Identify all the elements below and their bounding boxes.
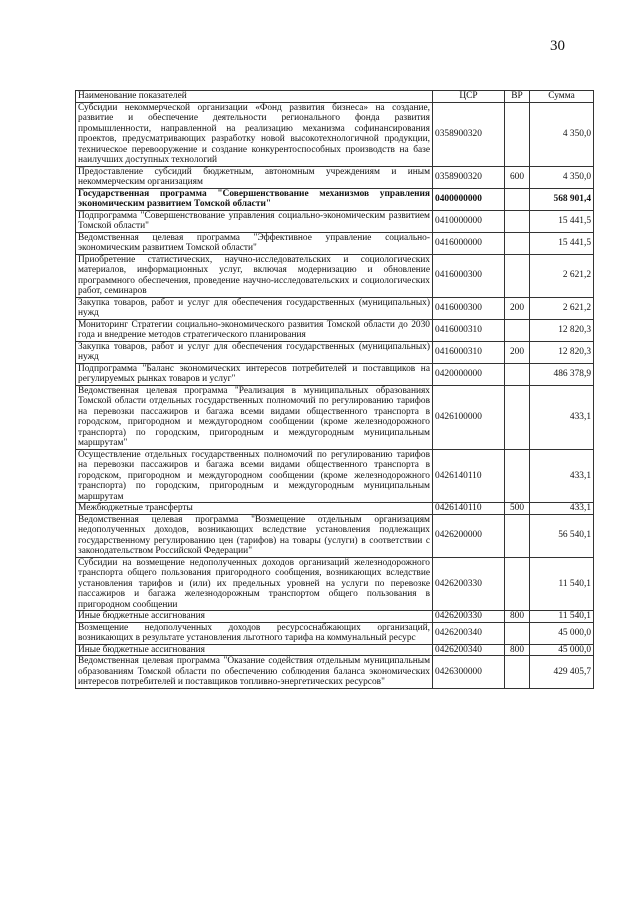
cell-name: Ведомственная целевая программа "Оказание содействия отдельным муниципальным образованиям Томской области по обеспечению соблюдения баланса экономических интересов потребителей и поставщиков топливно-энергетических ресурсов"	[76, 656, 433, 689]
cell-vr	[505, 319, 530, 341]
cell-name: Подпрограмма "Баланс экономических интересов потребителей и поставщиков на регулируемых рынках товаров и услуг"	[76, 363, 433, 385]
cell-sum: 2 621,2	[530, 297, 594, 319]
cell-sum: 45 000,0	[530, 622, 594, 644]
table-row	[76, 254, 594, 297]
cell-csr: 0410000000	[433, 210, 505, 232]
cell-name: Возмещение недополученных доходов ресурсоснабжающих организаций, возникающих в результате установления льготного тарифа на коммунальный ресурс	[76, 622, 433, 644]
cell-sum: 4 350,0	[530, 102, 594, 166]
cell-sum: 15 441,5	[530, 232, 594, 254]
cell-sum: 56 540,1	[530, 514, 594, 557]
cell-vr	[505, 656, 530, 689]
cell-csr: 0426200340	[433, 622, 505, 644]
table-row	[76, 644, 594, 656]
table-row	[76, 319, 594, 341]
table-row	[76, 102, 594, 166]
header-csr: ЦСР	[433, 91, 505, 103]
table-row	[76, 232, 594, 254]
cell-sum: 433,1	[530, 385, 594, 449]
cell-csr: 0416000310	[433, 341, 505, 363]
table-row	[76, 622, 594, 644]
cell-sum: 433,1	[530, 503, 594, 515]
cell-sum: 433,1	[530, 449, 594, 503]
cell-sum: 11 540,1	[530, 557, 594, 611]
cell-vr	[505, 514, 530, 557]
cell-name: Межбюджетные трансферты	[76, 503, 433, 515]
cell-vr: 500	[505, 503, 530, 515]
cell-name: Иные бюджетные ассигнования	[76, 611, 433, 623]
table-row	[76, 341, 594, 363]
cell-csr: 0420000000	[433, 363, 505, 385]
cell-name: Ведомственная целевая программа "Эффективное управление социально-экономическим развитием Томской области"	[76, 232, 433, 254]
cell-csr: 0400000000	[433, 188, 505, 210]
table-row	[76, 210, 594, 232]
cell-name: Приобретение статистических, научно-исследовательских и социологических материалов, информационных услуг, включая модернизацию и обновление программного обеспечения, проведение научно-исследовательских и социологических работ, семинаров	[76, 254, 433, 297]
cell-name: Мониторинг Стратегии социально-экономического развития Томской области до 2030 года и внедрение методов стратегического планирования	[76, 319, 433, 341]
header-sum: Сумма	[530, 91, 594, 103]
cell-name: Закупка товаров, работ и услуг для обеспечения государственных (муниципальных) нужд	[76, 341, 433, 363]
cell-sum: 12 820,3	[530, 319, 594, 341]
cell-name: Ведомственная целевая программа "Возмещение отдельным организациям недополученных доходов, возникающих вследствие установления подлежащих государственному регулированию цен (тарифов) на товары (услуги) в соответствии с законодательством Российской Федерации"	[76, 514, 433, 557]
cell-vr	[505, 102, 530, 166]
cell-sum: 429 405,7	[530, 656, 594, 689]
table-row	[76, 385, 594, 449]
header-name: Наименование показателей	[76, 91, 433, 103]
table-row	[76, 166, 594, 188]
table-row	[76, 363, 594, 385]
page-number: 30	[550, 38, 565, 54]
cell-csr: 0426200000	[433, 514, 505, 557]
cell-sum: 15 441,5	[530, 210, 594, 232]
cell-vr: 800	[505, 611, 530, 623]
cell-name: Ведомственная целевая программа "Реализация в муниципальных образованиях Томской области отдельных государственных полномочий по регулированию тарифов на перевозки пассажиров и багажа всеми видами общественного транспорта в городском, пригородном и междугородном сообщении (кроме железнодорожного транспорта) по городским, пригородным и междугородным муниципальным маршрутам"	[76, 385, 433, 449]
cell-vr	[505, 363, 530, 385]
cell-vr	[505, 254, 530, 297]
cell-csr: 0358900320	[433, 166, 505, 188]
header-vr: ВР	[505, 91, 530, 103]
cell-csr: 0426100000	[433, 385, 505, 449]
table-row	[76, 514, 594, 557]
cell-vr: 200	[505, 297, 530, 319]
cell-csr: 0416000000	[433, 232, 505, 254]
cell-sum: 11 540,1	[530, 611, 594, 623]
table-row	[76, 557, 594, 611]
cell-name: Субсидии некоммерческой организации «Фонд развития бизнеса» на создание, развитие и обеспечение деятельности регионального фонда развития промышленности, направленной на реализацию механизма софинансирования проектов, предусматривающих разработку новой высокотехнологичной продукции, техническое перевооружение и создание конкурентоспособных производств на базе наилучших доступных технологий	[76, 102, 433, 166]
cell-name: Осуществление отдельных государственных полномочий по регулированию тарифов на перевозки пассажиров и багажа всеми видами общественного транспорта в городском, пригородном и междугородном сообщении (кроме железнодорожного транспорта) по городским, пригородным и междугородным муниципальным маршрутам	[76, 449, 433, 503]
cell-sum: 2 621,2	[530, 254, 594, 297]
cell-csr: 0416000300	[433, 254, 505, 297]
cell-vr	[505, 385, 530, 449]
cell-vr	[505, 188, 530, 210]
cell-name: Закупка товаров, работ и услуг для обеспечения государственных (муниципальных) нужд	[76, 297, 433, 319]
cell-name: Субсидии на возмещение недополученных доходов организаций железнодорожного транспорта общего пользования пригородного сообщения, возникающих вследствие установления тарифов и (или) их предельных уровней на услуги по перевозке пассажиров и багажа железнодорожным транспортом общего пользования в пригородном сообщении	[76, 557, 433, 611]
cell-sum: 4 350,0	[530, 166, 594, 188]
cell-vr	[505, 449, 530, 503]
cell-vr: 200	[505, 341, 530, 363]
cell-vr	[505, 557, 530, 611]
table-row	[76, 656, 594, 689]
budget-table	[75, 90, 594, 689]
cell-csr: 0426300000	[433, 656, 505, 689]
cell-sum: 45 000,0	[530, 644, 594, 656]
cell-csr: 0416000310	[433, 319, 505, 341]
cell-csr: 0426140110	[433, 449, 505, 503]
table-header-row	[76, 91, 594, 103]
cell-csr: 0426200340	[433, 644, 505, 656]
cell-sum: 486 378,9	[530, 363, 594, 385]
cell-name: Подпрограмма "Совершенствование управления социально-экономическим развитием Томской области"	[76, 210, 433, 232]
cell-vr	[505, 210, 530, 232]
cell-name: Предоставление субсидий бюджетным, автономным учреждениям и иным некоммерческим организациям	[76, 166, 433, 188]
table-row	[76, 503, 594, 515]
cell-csr: 0426200330	[433, 611, 505, 623]
table-row	[76, 188, 594, 210]
cell-name: Государственная программа "Совершенствование механизмов управления экономическим развитием Томской области"	[76, 188, 433, 210]
cell-vr: 800	[505, 644, 530, 656]
table-row	[76, 297, 594, 319]
cell-vr	[505, 232, 530, 254]
cell-csr: 0426140110	[433, 503, 505, 515]
cell-sum: 568 901,4	[530, 188, 594, 210]
table-row	[76, 611, 594, 623]
cell-vr	[505, 622, 530, 644]
table-row	[76, 449, 594, 503]
cell-sum: 12 820,3	[530, 341, 594, 363]
cell-vr: 600	[505, 166, 530, 188]
cell-csr: 0426200330	[433, 557, 505, 611]
cell-csr: 0358900320	[433, 102, 505, 166]
cell-csr: 0416000300	[433, 297, 505, 319]
cell-name: Иные бюджетные ассигнования	[76, 644, 433, 656]
